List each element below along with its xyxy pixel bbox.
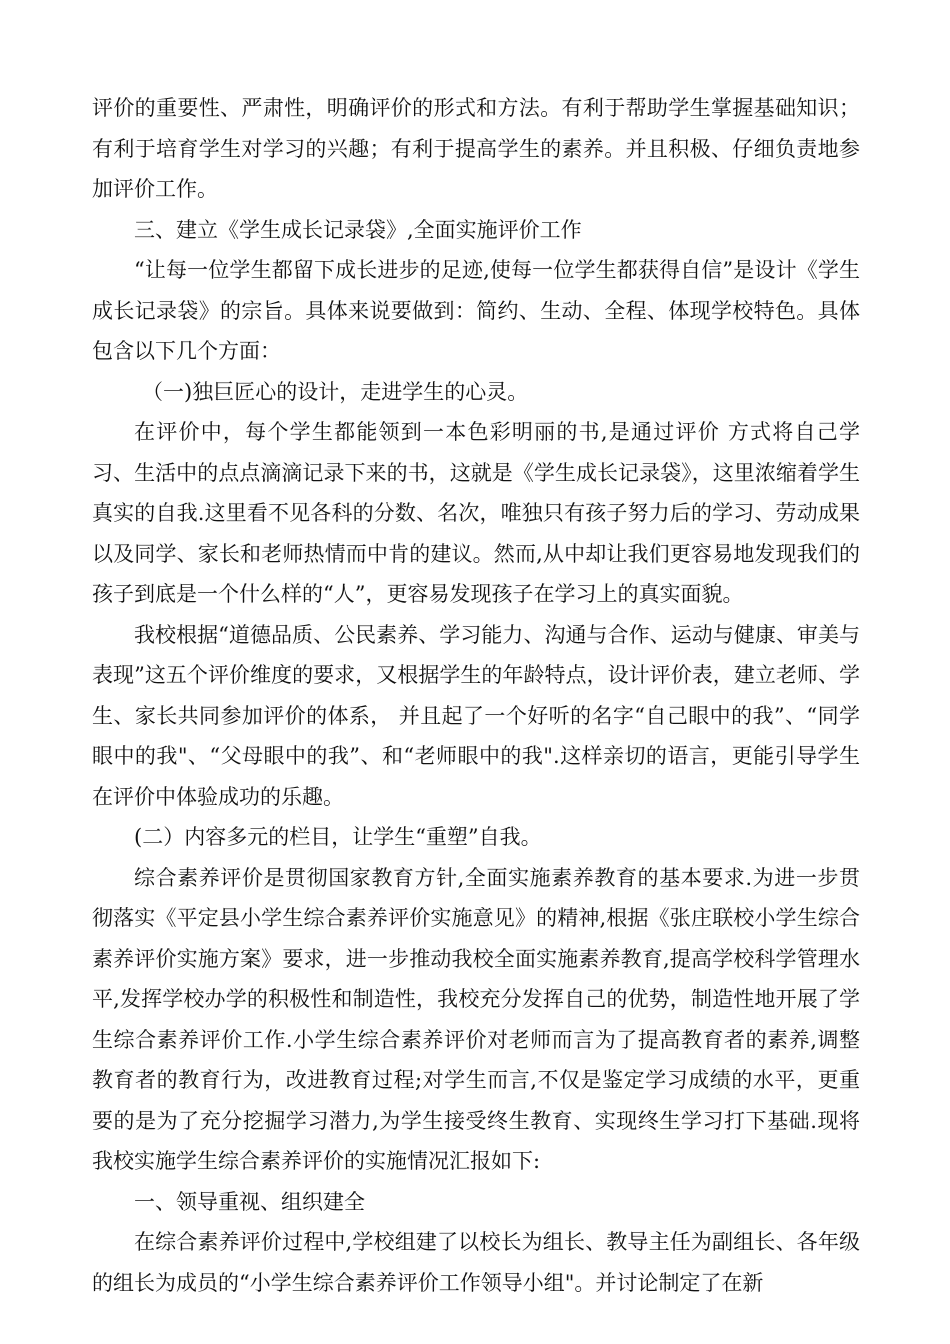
paragraph-leadership-group: 在综合素养评价过程中,学校组建了以校长为组长、教导主任为副组长、各年级的组长为成员的“小学生综合素养评价工作领导小组"。并讨论制定了在新 <box>92 1230 860 1295</box>
section-heading-growth-record-bag: 三、建立《学生成长记录袋》,全面实施评价工作 <box>134 217 582 242</box>
paragraph-comprehensive-evaluation: 综合素养评价是贯彻国家教育方针,全面实施素养教育的基本要求.为进一步贯彻落实《平定县小学生综合素养评价实施意见》的精神,根据《张庄联校小学生综合素养评价实施方案》要求，进一步推动我校全面实施素养教育,提高学校科学管理水平,发挥学校办学的积极性和制造性，我校充分发挥自己的优势，制造性地开展了学生综合素养评价工作.小学生综合素养评价对老师而言为了提高教育者的素养,调整教育者的教育行为，改进教育过程;对学生而言,不仅是鉴定学习成绩的水平，更重要的是为了充分挖掘学习潜力,为学生接受终生教育、实现终生学习打下基础.现将我校实施学生综合素养评价的实施情况汇报如下: <box>92 865 860 1173</box>
paragraph-five-dimensions: 我校根据“道德品质、公民素养、学习能力、沟通与合作、运动与健康、审美与表现”这五个评价维度的要求，又根据学生的年龄特点，设计评价表，建立老师、学生、家长共同参加评价的体系， 并且起了一个好听的名字“自己眼中的我”、“同学眼中的我"、“父母眼中的我”、和“老师眼中的我".这样亲切的语言，更能引导学生在评价中体验成功的乐趣。 <box>92 622 860 809</box>
subheading-unique-design: （一)独巨匠心的设计，走进学生的心灵。 <box>142 379 529 404</box>
paragraph-colorful-book: 在评价中，每个学生都能领到一本色彩明丽的书,是通过评价 方式将自己学习、生活中的点点滴滴记录下来的书，这就是《学生成长记录袋》，这里浓缩着学生真实的自我.这里看不见各科的分数、名次，唯独只有孩子努力后的学习、劳动成果以及同学、家长和老师热情而中肯的建议。然而,从中却让我们更容易地发现我们的孩子到底是一个什么样的“人”，更容易发现孩子在学习上的真实面貌。 <box>92 420 860 606</box>
subheading-diverse-columns: (二）内容多元的栏目，让学生“重塑”自我。 <box>134 825 542 849</box>
section-heading-leadership: 一、领导重视、组织建全 <box>134 1189 365 1214</box>
paragraph-evaluation-importance: 评价的重要性、严肃性，明确评价的形式和方法。有利于帮助学生掌握基础知识；有利于培育学生对学习的兴趣；有利于提高学生的素养。并且积极、仔细负责地参加评价工作。 <box>92 96 860 201</box>
document-page <box>92 88 860 1303</box>
paragraph-design-purpose: “让每一位学生都留下成长进步的足迹,使每一位学生都获得自信”是设计《学生成长记录袋》的宗旨。具体来说要做到：简约、生动、全程、体现学校特色。具体包含以下几个方面： <box>92 258 860 363</box>
